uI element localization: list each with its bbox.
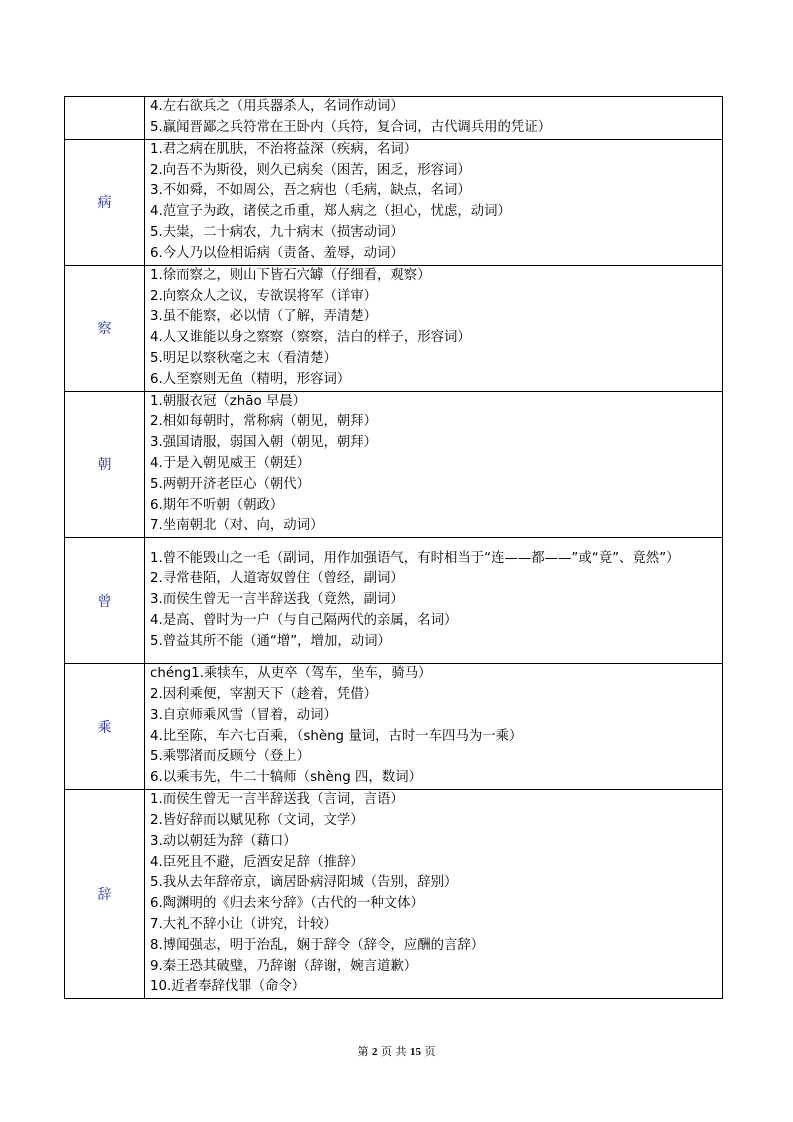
definition-line: 1.君之病在肌肤，不治将益深（疾病，名词） [150,141,418,157]
footer-page-number: 2 [372,1046,378,1058]
definition-line: 6.期年不听朝（朝政） [150,497,284,513]
headword-cell: 辞 [65,790,145,999]
definition-line: 1.而侯生曾无一言半辞送我（言词，言语） [150,792,404,808]
definitions-cell [145,139,723,265]
footer-middle: 页 共 [381,1045,407,1058]
definition-line: 4.于是入朝见威王（朝廷） [150,455,311,471]
definition-line: 5.曾益其所不能（通“增”，增加，动词） [150,633,391,649]
headword-cell: 朝 [65,391,145,538]
table-body [65,97,723,999]
definition-line: 1.徐而察之，则山下皆石穴罅（仔细看，观察） [150,267,431,283]
definition-line: 7.坐南朝北（对、向，动词） [150,518,324,534]
definition-line: 7.大礼不辞小让（讲究，计较） [150,916,337,932]
headword-cell: 乘 [65,664,145,790]
table-row [65,97,723,140]
table-row [65,790,723,999]
table-row [65,265,723,391]
headword-cell [65,97,145,140]
page-footer [0,1043,793,1059]
definition-line: 8.博闻强志，明于治乱，娴于辞令（辞令，应酬的言辞） [150,937,485,953]
definitions-cell [145,664,723,790]
footer-prefix: 第 [357,1045,369,1058]
definition-line: 3.虽不能察，必以情（了解，弄清楚） [150,309,378,325]
definition-line: chéng1.乘犊车，从吏卒（驾车，坐车，骑马） [150,666,432,682]
definition-line: 1.朝服衣冠（zhāo 早晨） [150,393,307,409]
definition-line: 9.秦王恐其破璧，乃辞谢（辞谢，婉言道歉） [150,958,418,974]
definition-line: 3.不如舜，不如周公，吾之病也（毛病，缺点，名词） [150,183,471,199]
definition-line: 10.近者奉辞伐罪（命令） [150,979,306,995]
definition-line: 5.两朝开济老臣心（朝代） [150,476,311,492]
headword-cell: 察 [65,265,145,391]
definition-line: 5.明足以察秋毫之末（看清楚） [150,350,337,366]
definition-line: 3.强国请服，弱国入朝（朝见，朝拜） [150,435,378,451]
table-row [65,664,723,790]
definitions-cell [145,391,723,538]
definition-line: 2.相如每朝时，常称病（朝见，朝拜） [150,414,378,430]
definition-line: 5.乘鄂渚而反顾兮（登上） [150,749,311,765]
definition-line: 1.曾不能毁山之一毛（副词，用作加强语气，有时相当于“连——都——”或“竟”、竟然”） [150,550,680,566]
definition-line: 2.因利乘便，宰割天下（趁着，凭借） [150,687,378,703]
definition-line: 4.人又谁能以身之察察（察察，洁白的样子，形容词） [150,330,471,346]
definition-line: 2.皆好辞而以赋见称（文词，文学） [150,812,364,828]
definition-line: 6.陶渊明的《归去来兮辞》（古代的一种文体） [150,896,424,912]
definition-line: 3.动以朝廷为辞（藉口） [150,833,297,849]
definitions-cell [145,265,723,391]
definition-line: 5.夫粜，二十病农，九十病末（损害动词） [150,224,404,240]
definition-line: 3.自京师乘风雪（冒着，动词） [150,707,337,723]
footer-suffix: 页 [424,1045,436,1058]
definition-line: 2.向察众人之议，专欲误将军（详审） [150,288,378,304]
definitions-cell [145,97,723,140]
definitions-cell [145,790,723,999]
definition-line: 2.向吾不为斯役，则久已病矣（困苦，困乏，形容词） [150,162,471,178]
definitions-cell [145,538,723,664]
footer-total-pages: 15 [410,1046,421,1058]
definition-line: 5.赢闻晋鄙之兵符常在王卧内（兵符，复合词，古代调兵用的凭证） [150,119,552,135]
table-row [65,139,723,265]
table-row [65,391,723,538]
definition-line: 4.比至陈，车六七百乘，（shèng 量词，古时一车四马为一乘） [150,728,523,744]
table-row [65,538,723,664]
headword-cell: 曾 [65,538,145,664]
headword-cell: 病 [65,139,145,265]
definition-line: 5.我从去年辞帝京，谪居卧病浔阳城（告别，辞别） [150,875,458,891]
definition-line: 4.左右欲兵之（用兵器杀人，名词作动词） [150,99,404,114]
definition-line: 3.而侯生曾无一言半辞送我（竟然，副词） [150,592,404,608]
definition-line: 4.是高、曾时为一户（与自己隔两代的亲属，名词） [150,613,458,629]
definition-line: 6.今人乃以俭相诟病（责备、羞辱，动词） [150,245,404,261]
definition-line: 2.寻常巷陌，人道寄奴曾住（曾经，副词） [150,571,404,587]
definition-line: 6.人至察则无鱼（精明，形容词） [150,371,351,387]
definition-line: 4.臣死且不避，卮酒安足辞（推辞） [150,854,364,870]
definition-line: 4.范宣子为政，诸侯之币重，郑人病之（担心，忧虑，动词） [150,204,511,220]
vocabulary-table [64,96,723,999]
definition-line: 6.以乘韦先，牛二十犒师（shèng 四，数词） [150,770,422,786]
